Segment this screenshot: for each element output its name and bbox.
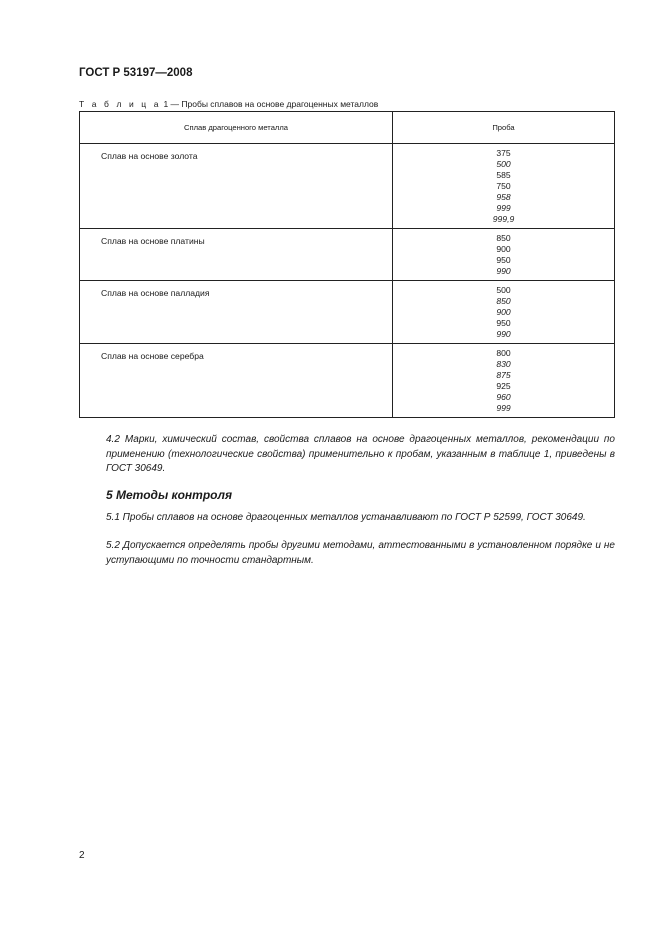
paragraph-4-2 <box>79 433 615 477</box>
probe-value: 800 <box>496 348 511 358</box>
paragraph-4-2-text: 4.2 Марки, химический состав, свойства сплавов на основе драгоценных металлов, рекомендации по применению (технологические свойства) применительно к пробам, указанным в таблице 1, приведены в ГОСТ 30649. <box>106 434 615 474</box>
probe-value: 500 <box>496 159 511 169</box>
paragraph-5-1 <box>79 511 615 526</box>
probe-value: 585 <box>496 170 511 180</box>
alloy-name: Сплав на основе серебра <box>80 344 393 418</box>
alloy-name: Сплав на основе золота <box>80 144 393 229</box>
table-row <box>80 281 615 344</box>
probe-value: 950 <box>496 318 511 328</box>
probe-value: 375 <box>496 148 511 158</box>
alloy-name: Сплав на основе платины <box>80 229 393 281</box>
probe-value: 750 <box>496 181 511 191</box>
table-row <box>80 344 615 418</box>
probe-value: 830 <box>496 359 511 369</box>
table-row <box>80 144 615 229</box>
probe-values <box>393 229 615 281</box>
probes-table <box>79 111 615 418</box>
probe-values <box>393 344 615 418</box>
alloy-name: Сплав на основе палладия <box>80 281 393 344</box>
probe-value: 990 <box>496 266 511 276</box>
table-caption <box>79 99 378 109</box>
paragraph-5-2-text: 5.2 Допускается определять пробы другими методами, аттестованными в установленном порядке и не уступающими по точности стандартным. <box>106 540 615 566</box>
probe-value: 500 <box>496 285 511 295</box>
probe-value: 958 <box>496 192 511 202</box>
paragraph-5-2 <box>79 539 615 568</box>
table-header-row <box>80 112 615 144</box>
probe-value: 950 <box>496 255 511 265</box>
probe-value: 875 <box>496 370 511 380</box>
probe-value: 925 <box>496 381 511 391</box>
probe-value: 999 <box>496 203 511 213</box>
probe-value: 960 <box>496 392 511 402</box>
page-number: 2 <box>79 850 85 861</box>
probe-value: 900 <box>496 307 511 317</box>
probe-value: 850 <box>496 296 511 306</box>
probe-value: 850 <box>496 233 511 243</box>
probe-values <box>393 144 615 229</box>
probe-value: 999 <box>496 403 511 413</box>
document-code: ГОСТ Р 53197—2008 <box>79 67 193 79</box>
probe-value: 900 <box>496 244 511 254</box>
header-alloy: Сплав драгоценного металла <box>80 112 393 144</box>
table-caption-text: 1 — Пробы сплавов на основе драгоценных металлов <box>163 99 379 109</box>
probe-values <box>393 281 615 344</box>
paragraph-5-1-text: 5.1 Пробы сплавов на основе драгоценных металлов устанавливают по ГОСТ Р 52599, ГОСТ 30649. <box>106 512 586 523</box>
table-body <box>80 144 615 418</box>
probe-value: 999,9 <box>492 214 515 224</box>
table-row <box>80 229 615 281</box>
section-5-title: 5 Методы контроля <box>106 488 233 502</box>
table-caption-prefix: Т а б л и ц а <box>79 99 162 109</box>
header-probe: Проба <box>393 112 615 144</box>
probe-value: 990 <box>496 329 511 339</box>
